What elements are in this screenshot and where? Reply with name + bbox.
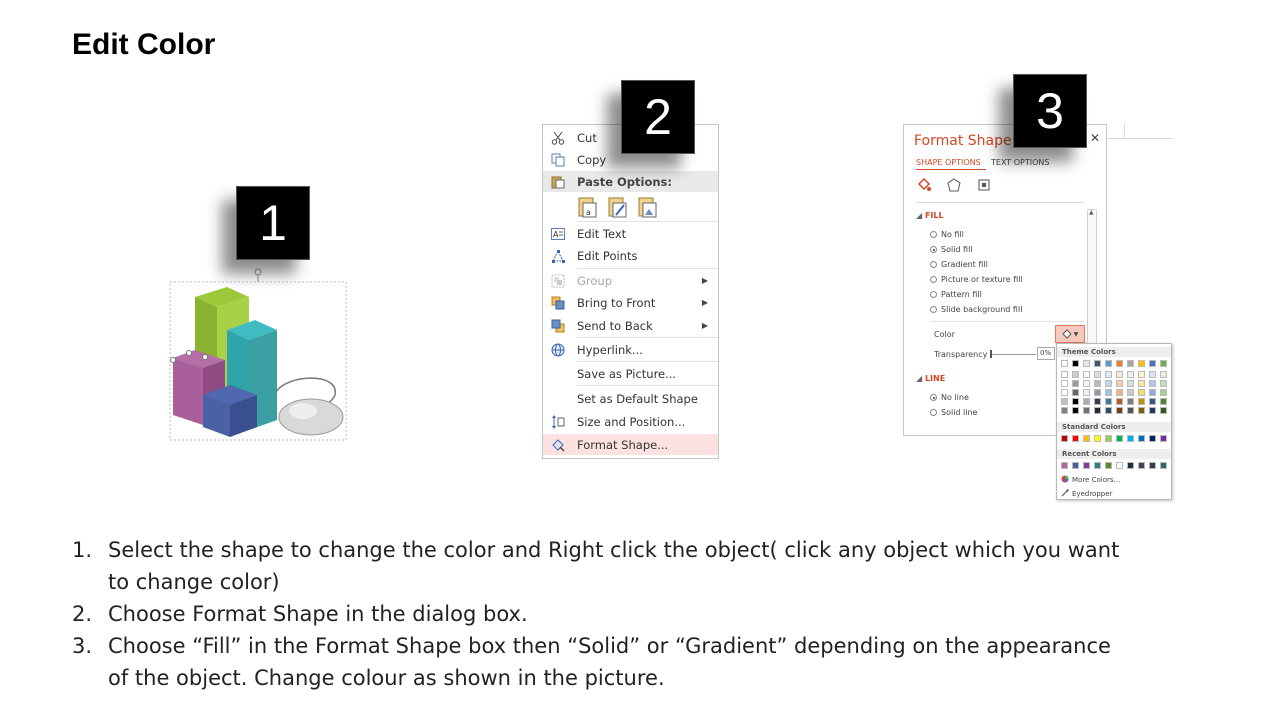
menu-item-bring-to-front[interactable]: Bring to Front ▶ bbox=[543, 292, 718, 313]
color-swatch[interactable] bbox=[1072, 380, 1079, 387]
instruction-item: 3. Choose “Fill” in the Format Shape box then “Solid” or “Gradient” depending on the appearance of the object. Change colour as shown in the picture. bbox=[72, 634, 1111, 690]
fill-option-pattern-fill[interactable]: Pattern fill bbox=[930, 290, 982, 299]
blocks-and-mouse-illustration bbox=[165, 265, 355, 450]
color-swatch[interactable] bbox=[1105, 398, 1112, 405]
color-swatch[interactable] bbox=[1083, 360, 1090, 367]
color-swatch[interactable] bbox=[1149, 371, 1156, 378]
menu-separator bbox=[577, 361, 718, 362]
color-swatch[interactable] bbox=[1138, 360, 1145, 367]
color-swatch[interactable] bbox=[1061, 398, 1068, 405]
color-swatch[interactable] bbox=[1116, 435, 1123, 442]
color-swatch[interactable] bbox=[1160, 371, 1167, 378]
color-swatch[interactable] bbox=[1105, 360, 1112, 367]
color-swatch[interactable] bbox=[1072, 371, 1079, 378]
color-swatch[interactable] bbox=[1116, 398, 1123, 405]
color-swatch[interactable] bbox=[1072, 407, 1079, 414]
size-properties-icon[interactable] bbox=[976, 177, 992, 197]
menu-item-group: Group ▶ bbox=[543, 270, 718, 291]
color-swatch[interactable] bbox=[1083, 380, 1090, 387]
copy-icon bbox=[543, 149, 573, 170]
menu-item-save-as-picture[interactable]: Save as Picture... bbox=[577, 366, 677, 381]
transparency-input[interactable]: 0% bbox=[1037, 347, 1055, 360]
menu-separator bbox=[577, 268, 718, 269]
format-shape-icon bbox=[543, 434, 573, 455]
paste-picture-icon[interactable] bbox=[637, 195, 659, 222]
color-wheel-icon bbox=[1061, 475, 1069, 485]
theme-colors-header: Theme Colors bbox=[1057, 347, 1171, 357]
instruction-list bbox=[72, 534, 1122, 694]
color-swatch[interactable] bbox=[1149, 407, 1156, 414]
color-swatch[interactable] bbox=[1061, 371, 1068, 378]
color-swatch[interactable] bbox=[1061, 360, 1068, 367]
transparency-slider[interactable] bbox=[991, 354, 1036, 355]
svg-text:a: a bbox=[586, 208, 591, 217]
color-swatch[interactable] bbox=[1160, 389, 1167, 396]
size-position-icon bbox=[543, 411, 573, 432]
edit-points-icon bbox=[543, 245, 573, 266]
color-swatch[interactable] bbox=[1072, 360, 1079, 367]
paste-options-row bbox=[577, 195, 659, 222]
menu-item-send-to-back[interactable]: Send to Back ▶ bbox=[543, 315, 718, 336]
color-swatch[interactable] bbox=[1127, 398, 1134, 405]
tab-shape-options[interactable]: SHAPE OPTIONS bbox=[916, 158, 981, 167]
paint-bucket-icon bbox=[1062, 329, 1072, 339]
color-swatch[interactable] bbox=[1083, 435, 1090, 442]
color-swatch[interactable] bbox=[1160, 360, 1167, 367]
color-swatch[interactable] bbox=[1072, 389, 1079, 396]
color-swatch[interactable] bbox=[1083, 371, 1090, 378]
color-swatch[interactable] bbox=[1094, 398, 1101, 405]
color-swatch[interactable] bbox=[1061, 407, 1068, 414]
svg-text:A: A bbox=[553, 229, 559, 239]
color-swatch[interactable] bbox=[1160, 407, 1167, 414]
color-swatch[interactable] bbox=[1116, 462, 1123, 469]
color-swatch[interactable] bbox=[1138, 462, 1145, 469]
color-swatch[interactable] bbox=[1127, 360, 1134, 367]
color-swatch[interactable] bbox=[1116, 360, 1123, 367]
fill-line-icon[interactable] bbox=[916, 177, 932, 197]
color-swatch[interactable] bbox=[1105, 462, 1112, 469]
line-option-solid-line[interactable]: Solid line bbox=[930, 408, 977, 417]
paste-icon bbox=[543, 171, 573, 192]
more-colors-link[interactable]: More Colors... bbox=[1061, 475, 1120, 485]
color-swatch[interactable] bbox=[1116, 389, 1123, 396]
color-swatch[interactable] bbox=[1138, 407, 1145, 414]
fill-section-header[interactable]: ◢ FILL bbox=[916, 211, 944, 220]
standard-colors-header: Standard Colors bbox=[1057, 422, 1171, 432]
color-swatch[interactable] bbox=[1061, 435, 1068, 442]
color-swatch[interactable] bbox=[1116, 371, 1123, 378]
ribbon-divider bbox=[1107, 138, 1173, 139]
color-picker-button[interactable] bbox=[1055, 325, 1085, 343]
color-swatch[interactable] bbox=[1149, 380, 1156, 387]
pane-icon-row bbox=[916, 177, 992, 197]
menu-item-cut[interactable]: Cut bbox=[543, 127, 718, 148]
tab-text-options[interactable]: TEXT OPTIONS bbox=[991, 158, 1050, 167]
color-swatch[interactable] bbox=[1072, 435, 1079, 442]
submenu-arrow-icon: ▶ bbox=[701, 298, 708, 307]
color-swatch[interactable] bbox=[1149, 360, 1156, 367]
instruction-item: 2. Choose Format Shape in the dialog box. bbox=[72, 602, 528, 626]
color-swatch[interactable] bbox=[1127, 371, 1134, 378]
instruction-item: 1. Select the shape to change the color and Right click the object( click any object which you want to change color) bbox=[72, 538, 1120, 594]
eyedropper-link[interactable]: Eyedropper bbox=[1061, 489, 1112, 499]
line-option-no-line[interactable]: No line bbox=[930, 393, 969, 402]
color-swatch[interactable] bbox=[1094, 380, 1101, 387]
scissors-icon bbox=[543, 127, 573, 148]
menu-header-paste-options: Paste Options: bbox=[543, 171, 718, 192]
pane-separator bbox=[916, 202, 1084, 203]
fill-option-solid-fill[interactable]: Solid fill bbox=[930, 245, 973, 254]
transparency-slider-thumb[interactable] bbox=[990, 350, 992, 358]
color-swatch[interactable] bbox=[1138, 435, 1145, 442]
slide-title: Edit Color bbox=[72, 28, 216, 61]
menu-separator bbox=[577, 385, 718, 386]
color-swatch[interactable] bbox=[1105, 389, 1112, 396]
color-swatch[interactable] bbox=[1083, 407, 1090, 414]
color-swatch[interactable] bbox=[1138, 398, 1145, 405]
menu-item-copy[interactable]: Copy bbox=[543, 149, 718, 170]
color-swatch[interactable] bbox=[1094, 389, 1101, 396]
color-swatch[interactable] bbox=[1083, 389, 1090, 396]
color-swatch[interactable] bbox=[1160, 435, 1167, 442]
color-dropdown bbox=[1056, 343, 1172, 500]
menu-separator bbox=[577, 221, 718, 222]
menu-item-format-shape[interactable]: Format Shape... bbox=[543, 434, 718, 455]
submenu-arrow-icon: ▶ bbox=[701, 321, 708, 330]
color-swatch[interactable] bbox=[1116, 380, 1123, 387]
color-swatch[interactable] bbox=[1105, 407, 1112, 414]
menu-item-edit-text[interactable]: A Edit Text bbox=[543, 223, 718, 244]
pane-scrollbar[interactable]: ▲ bbox=[1087, 209, 1097, 429]
color-swatch[interactable] bbox=[1105, 371, 1112, 378]
effects-pentagon-icon[interactable] bbox=[946, 177, 962, 197]
ribbon-divider bbox=[1124, 124, 1125, 138]
color-swatch[interactable] bbox=[1072, 398, 1079, 405]
menu-item-set-default-shape[interactable]: Set as Default Shape bbox=[577, 391, 698, 406]
paste-merge-format-icon[interactable] bbox=[607, 195, 629, 222]
send-back-icon bbox=[543, 315, 573, 336]
menu-separator bbox=[577, 337, 718, 338]
transparency-label: Transparency bbox=[934, 350, 988, 359]
fill-option-picture-texture[interactable]: Picture or texture fill bbox=[930, 275, 1023, 284]
chevron-down-icon: ▼ bbox=[1073, 330, 1079, 338]
recent-colors-header: Recent Colors bbox=[1057, 449, 1171, 459]
eyedropper-icon bbox=[1061, 489, 1069, 499]
color-swatch[interactable] bbox=[1127, 389, 1134, 396]
menu-item-edit-points[interactable]: Edit Points bbox=[543, 245, 718, 266]
active-tab-underline bbox=[916, 169, 986, 170]
color-swatch[interactable] bbox=[1094, 360, 1101, 367]
step-badge-3: 3 bbox=[1013, 74, 1087, 148]
color-swatch[interactable] bbox=[1160, 398, 1167, 405]
menu-item-hyperlink[interactable]: Hyperlink... bbox=[543, 339, 718, 360]
bar-blocks-graphic[interactable] bbox=[165, 265, 355, 450]
color-swatch[interactable] bbox=[1094, 462, 1101, 469]
paste-keep-format-icon[interactable] bbox=[577, 195, 599, 222]
color-label: Color bbox=[934, 330, 955, 339]
color-swatch[interactable] bbox=[1061, 389, 1068, 396]
color-swatch[interactable] bbox=[1105, 380, 1112, 387]
color-swatch[interactable] bbox=[1094, 407, 1101, 414]
group-icon bbox=[543, 270, 573, 291]
color-swatch[interactable] bbox=[1083, 462, 1090, 469]
menu-item-size-position[interactable]: Size and Position... bbox=[543, 411, 718, 432]
submenu-arrow-icon: ▶ bbox=[701, 276, 708, 285]
color-swatch[interactable] bbox=[1149, 462, 1156, 469]
color-swatch[interactable] bbox=[1160, 380, 1167, 387]
close-icon[interactable]: ✕ bbox=[1089, 131, 1100, 145]
color-swatch[interactable] bbox=[1105, 435, 1112, 442]
color-swatch[interactable] bbox=[1072, 462, 1079, 469]
color-swatch[interactable] bbox=[1116, 407, 1123, 414]
color-swatch[interactable] bbox=[1094, 371, 1101, 378]
color-swatch[interactable] bbox=[1061, 462, 1068, 469]
color-swatch[interactable] bbox=[1149, 435, 1156, 442]
fill-option-no-fill[interactable]: No fill bbox=[930, 230, 964, 239]
color-swatch[interactable] bbox=[1083, 398, 1090, 405]
step-badge-2: 2 bbox=[621, 80, 695, 154]
color-swatch[interactable] bbox=[1127, 435, 1134, 442]
pane-separator bbox=[930, 321, 1084, 322]
bring-front-icon bbox=[543, 292, 573, 313]
line-section-header[interactable]: ◢ LINE bbox=[916, 374, 946, 383]
color-swatch[interactable] bbox=[1094, 435, 1101, 442]
color-swatch[interactable] bbox=[1138, 371, 1145, 378]
color-swatch[interactable] bbox=[1149, 398, 1156, 405]
color-swatch[interactable] bbox=[1138, 380, 1145, 387]
color-swatch[interactable] bbox=[1138, 389, 1145, 396]
fill-option-slide-background[interactable]: Slide background fill bbox=[930, 305, 1022, 314]
hyperlink-icon bbox=[543, 339, 573, 360]
color-swatch[interactable] bbox=[1149, 389, 1156, 396]
edit-text-icon bbox=[543, 223, 573, 244]
fill-option-gradient-fill[interactable]: Gradient fill bbox=[930, 260, 988, 269]
color-swatch[interactable] bbox=[1061, 380, 1068, 387]
step-badge-1: 1 bbox=[236, 186, 310, 260]
color-swatch[interactable] bbox=[1127, 380, 1134, 387]
context-menu bbox=[542, 124, 719, 459]
color-swatch[interactable] bbox=[1160, 462, 1167, 469]
color-swatch[interactable] bbox=[1127, 407, 1134, 414]
color-swatch[interactable] bbox=[1127, 462, 1134, 469]
pane-title: Format Shape bbox=[914, 133, 1012, 149]
